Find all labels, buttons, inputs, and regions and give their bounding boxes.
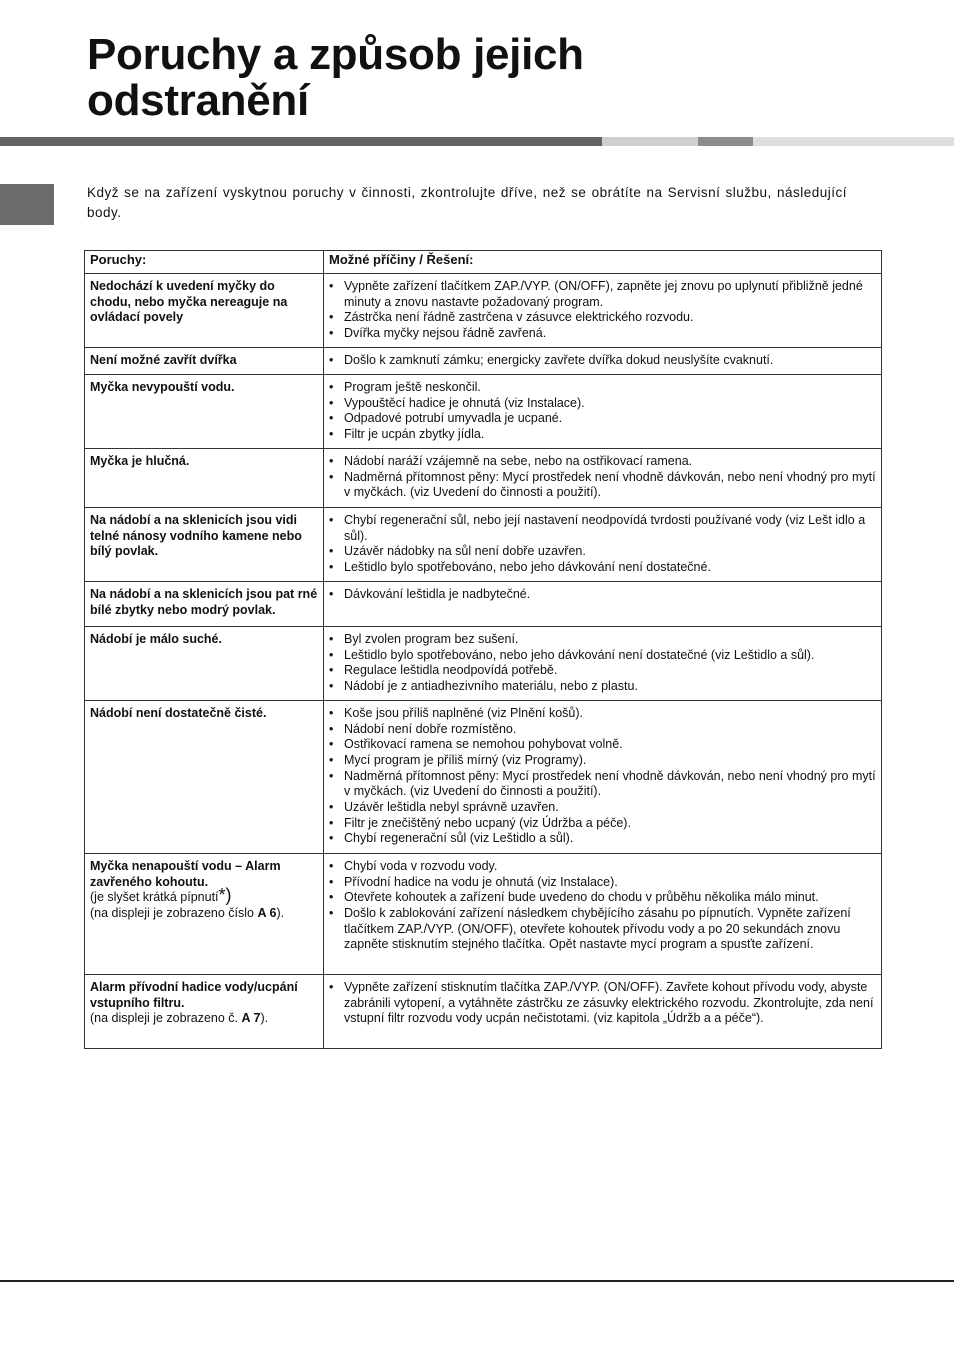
fault-cell: [85, 974, 324, 1048]
causes-cell: [324, 974, 882, 1048]
footer-rule: [0, 1280, 954, 1282]
table-row: [85, 853, 882, 974]
table-row: [85, 374, 882, 448]
display-note: [90, 906, 318, 922]
beep-note: [90, 885, 318, 906]
cause-item: • Koše jsou příliš naplněné (viz Plnění košů).: [329, 706, 876, 722]
display-note-pre: (na displeji je zobrazeno číslo: [90, 905, 258, 920]
page-title-line-1: Poruchy a způsob jejich: [87, 30, 584, 79]
troubleshooting-table: [84, 250, 882, 1049]
cause-item: • Filtr je ucpán zbytky jídla.: [329, 427, 876, 443]
cause-item: • Ostřikovací ramena se nemohou pohybovat volně.: [329, 737, 876, 753]
cause-item: • Byl zvolen program bez sušení.: [329, 632, 876, 648]
display-note-post: ).: [260, 1011, 269, 1026]
fault-cell: Na nádobí a na sklenicích jsou vidi telné nánosy vodního kamene nebo bílý povlak.: [85, 507, 324, 581]
cause-item: • Nadměrná přítomnost pěny: Mycí prostředek není vhodně dávkován, nebo není vhodný pro mytí v myčkách. (viz Uvedení do činnosti a použití).: [329, 769, 876, 800]
page-title: [87, 32, 584, 124]
cause-item: • Chybí regenerační sůl, nebo její nastavení neodpovídá tvrdosti používané vody (viz Lešt idlo a sůl).: [329, 513, 876, 544]
cause-item: • Regulace leštidla neodpovídá potřebě.: [329, 663, 876, 679]
causes-cell: [324, 274, 882, 348]
page-title-line-2: odstranění: [87, 76, 309, 125]
cause-item: • Chybí voda v rozvodu vody.: [329, 859, 876, 875]
causes-cell: [324, 581, 882, 626]
cause-item: • Zástrčka není řádně zastrčena v zásuvce elektrického rozvodu.: [329, 310, 876, 326]
cause-item: • Odpadové potrubí umyvadla je ucpané.: [329, 411, 876, 427]
causes-cell: [324, 700, 882, 853]
fault-cell: Myčka je hlučná.: [85, 448, 324, 507]
cause-item: • Nádobí naráží vzájemně na sebe, nebo na ostřikovací ramena.: [329, 454, 876, 470]
cause-item: • Filtr je znečištěný nebo ucpaný (viz Údržba a péče).: [329, 816, 876, 832]
intro-paragraph: Když se na zařízení vyskytnou poruchy v činnosti, zkontrolujte dříve, než se obrátíte na Servisní službu, následující body.: [87, 185, 847, 220]
cause-item: • Nádobí není dobře rozmístěno.: [329, 722, 876, 738]
table-row: [85, 274, 882, 348]
causes-cell: [324, 507, 882, 581]
causes-cell: [324, 448, 882, 507]
cause-item: • Uzávěr leštidla nebyl správně uzavřen.: [329, 800, 876, 816]
causes-column-header: Možné příčiny / Řešení:: [324, 251, 882, 274]
header-band-dark: [0, 137, 602, 146]
header-band-mid: [698, 137, 753, 146]
table-row: [85, 700, 882, 853]
cause-item: • Vypněte zařízení tlačítkem ZAP./VYP. (ON/OFF), zapněte jej znovu po uplynutí přibližně jedné minuty a znovu nastavte požadovaný program.: [329, 279, 876, 310]
display-note-post: ).: [276, 905, 285, 920]
cause-item: • Došlo k zamknutí zámku; energicky zavřete dvířka dokud neuslyšíte cvaknutí.: [329, 353, 876, 369]
fault-cell: Myčka nevypouští vodu.: [85, 374, 324, 448]
cause-item: • Mycí program je příliš mírný (viz Programy).: [329, 753, 876, 769]
cause-item: • Dávkování leštidla je nadbytečné.: [329, 587, 876, 603]
display-note-pre: (na displeji je zobrazeno č.: [90, 1011, 242, 1026]
cause-item: • Vypouštěcí hadice je ohnutá (viz Instalace).: [329, 396, 876, 412]
table-row: [85, 448, 882, 507]
fault-column-header: Poruchy:: [85, 251, 324, 274]
cause-item: • Chybí regenerační sůl (viz Leštidlo a sůl).: [329, 831, 876, 847]
cause-item: • Přívodní hadice na vodu je ohnutá (viz Instalace).: [329, 875, 876, 891]
table-row: [85, 581, 882, 626]
table-row: [85, 626, 882, 700]
header-band-light: [602, 137, 698, 146]
fault-cell: Na nádobí a na sklenicích jsou pat rné bílé zbytky nebo modrý povlak.: [85, 581, 324, 626]
cause-item: • Došlo k zablokování zařízení následkem chybějícího zásahu po pípnutích. Vypněte zařízení tlačítkem ZAP./VYP. (ON/OFF), otevřete kohoutek přívodu vody a po 20 sekundách znovu zapněte stisknutím stejného tlačítka. Opět nastavte mycí program a spusťte zařízení.: [329, 906, 876, 953]
fault-cell: Nedochází k uvedení myčky do chodu, nebo myčka nereaguje na ovládací povely: [85, 274, 324, 348]
causes-cell: [324, 853, 882, 974]
cause-item: • Leštidlo bylo spotřebováno, nebo jeho dávkování není dostatečné (viz Leštidlo a sůl).: [329, 648, 876, 664]
cause-item: • Leštidlo bylo spotřebováno, nebo jeho dávkování není dostatečné.: [329, 560, 876, 576]
cause-item: • Nadměrná přítomnost pěny: Mycí prostředek není vhodně dávkován, nebo není vhodný pro mytí v myčkách. (viz Uvedení do činnosti a použití).: [329, 470, 876, 501]
cause-item: • Otevřete kohoutek a zařízení bude uvedeno do chodu v průběhu několika málo minut.: [329, 890, 876, 906]
fault-cell: Není možné zavřít dvířka: [85, 347, 324, 374]
display-code: A 6: [257, 905, 277, 920]
table-header-row: [85, 251, 882, 274]
table-row: [85, 974, 882, 1048]
language-side-tab: [0, 184, 54, 225]
cause-item: • Vypněte zařízení stisknutím tlačítka ZAP./VYP. (ON/OFF). Zavřete kohout přívodu vody, abyste zabránili vytopení, a vytáhněte zástrčku ze zásuvky elektrického rozvodu. Zkontrolujte, zda není vstupní filtr rozvodu vody ucpán nečistotami. (viz kapitola „Údržb a a péče“).: [329, 980, 876, 1027]
table-row: [85, 347, 882, 374]
fault-title: Alarm přívodní hadice vody/ucpání vstupního filtru.: [90, 979, 298, 1010]
fault-cell: Nádobí není dostatečně čisté.: [85, 700, 324, 853]
causes-cell: [324, 374, 882, 448]
cause-item: • Program ještě neskončil.: [329, 380, 876, 396]
causes-cell: [324, 626, 882, 700]
header-band-pale: [753, 137, 954, 146]
display-note: [90, 1011, 318, 1027]
cause-item: • Dvířka myčky nejsou řádně zavřená.: [329, 326, 876, 342]
cause-item: • Nádobí je z antiadhezivního materiálu, nebo z plastu.: [329, 679, 876, 695]
table-row: [85, 507, 882, 581]
fault-cell: [85, 853, 324, 974]
beep-note-star: *): [218, 885, 232, 906]
display-code: A 7: [241, 1011, 261, 1026]
fault-title: Myčka nenapouští vodu – Alarm zavřeného kohoutu.: [90, 858, 281, 889]
causes-cell: [324, 347, 882, 374]
beep-note-text: (je slyšet krátká pípnutí: [90, 890, 219, 905]
fault-cell: Nádobí je málo suché.: [85, 626, 324, 700]
cause-item: • Uzávěr nádobky na sůl není dobře uzavřen.: [329, 544, 876, 560]
